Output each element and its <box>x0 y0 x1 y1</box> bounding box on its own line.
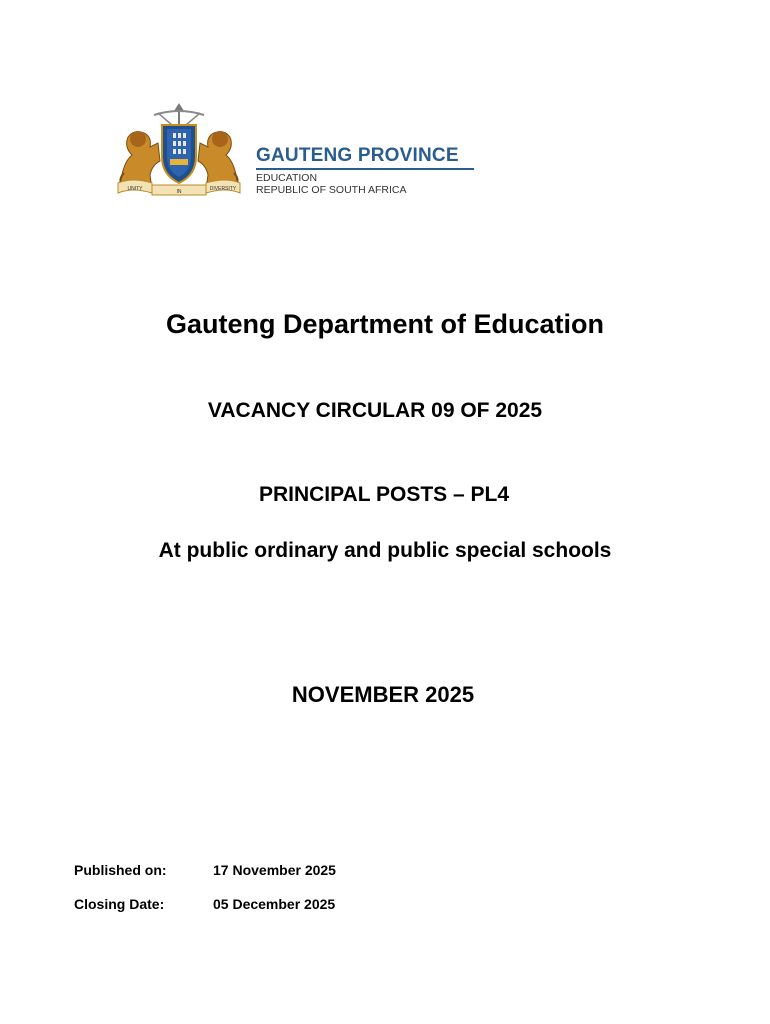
page-title: Gauteng Department of Education <box>165 309 605 339</box>
crest-motto-left: UNITY <box>127 186 143 192</box>
crest-motto-mid: IN <box>176 189 182 195</box>
province-divider <box>256 168 474 170</box>
crest-motto-right: DIVERSITY <box>209 186 237 192</box>
closing-date-row <box>74 895 335 913</box>
country-name: REPUBLIC OF SOUTH AFRICA <box>256 184 407 196</box>
header-logo <box>112 103 482 199</box>
closing-label: Closing Date: <box>74 896 165 912</box>
published-value: 17 November 2025 <box>213 862 336 878</box>
closing-value: 05 December 2025 <box>213 896 336 912</box>
published-label: Published on: <box>74 862 167 878</box>
coat-of-arms-icon <box>112 103 246 197</box>
department-name: EDUCATION <box>256 172 318 184</box>
posts-title: PRINCIPAL POSTS – PL4 <box>258 483 510 506</box>
published-date-row <box>74 861 336 879</box>
circular-title: VACANCY CIRCULAR 09 OF 2025 <box>207 399 543 422</box>
province-wordmark <box>256 145 474 196</box>
schools-subtitle: At public ordinary and public special schools <box>158 539 612 562</box>
province-name: GAUTENG PROVINCE <box>256 145 459 166</box>
month-title: NOVEMBER 2025 <box>291 682 475 707</box>
